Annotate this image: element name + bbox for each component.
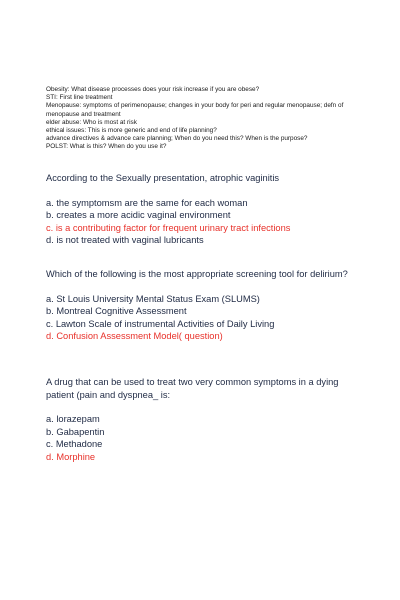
question-text: According to the Sexually presentation, atrophic vaginitis: [46, 173, 280, 183]
answer-option: a. lorazepam: [46, 414, 100, 424]
question-3: [46, 376, 366, 463]
answer-option: c. Lawton Scale of instrumental Activities of Daily Living: [46, 318, 275, 329]
question-2: [46, 268, 366, 343]
question-text: Which of the following is the most appropriate screening tool for delirium?: [46, 269, 348, 279]
study-notes: [46, 86, 356, 152]
note-line: POLST: What is this? When do you use it?: [46, 143, 167, 151]
note-line: Obesity: What disease processes does your risk increase if you are obese?: [46, 86, 260, 93]
answer-option-correct: d. Confusion Assessment Model( question): [46, 331, 223, 341]
answer-option: c. Methadone: [46, 439, 103, 449]
note-line: advance directives & advance care planning; When do you need this? When is the purpose?: [46, 135, 308, 143]
note-line: STI: First line treatment: [46, 94, 113, 102]
question-1: [46, 172, 366, 247]
note-line: Menopause: symptoms of perimenopause; changes in your body for peri and regular menopause; defn of menopause and treatment: [46, 102, 344, 118]
note-line: ethical issues: This is more generic and end of life planning?: [46, 127, 217, 135]
answer-option: b. Montreal Cognitive Assessment: [46, 306, 187, 316]
answer-option: b. creates a more acidic vaginal environment: [46, 210, 231, 220]
answer-option-correct: d. Morphine: [46, 451, 96, 462]
answer-option: b. Gabapentin: [46, 426, 105, 437]
answer-option-correct: c. is a contributing factor for frequent urinary tract infections: [46, 222, 291, 233]
answer-option: d. is not treated with vaginal lubricants: [46, 235, 204, 245]
note-line: elder abuse: Who is most at risk: [46, 118, 137, 126]
answer-option: a. the symptomsm are the same for each woman: [46, 197, 248, 208]
answer-option: a. St Louis University Mental Status Exam (SLUMS): [46, 293, 260, 304]
question-text: A drug that can be used to treat two very common symptoms in a dying patient (pain and dyspnea_ is:: [46, 377, 339, 400]
